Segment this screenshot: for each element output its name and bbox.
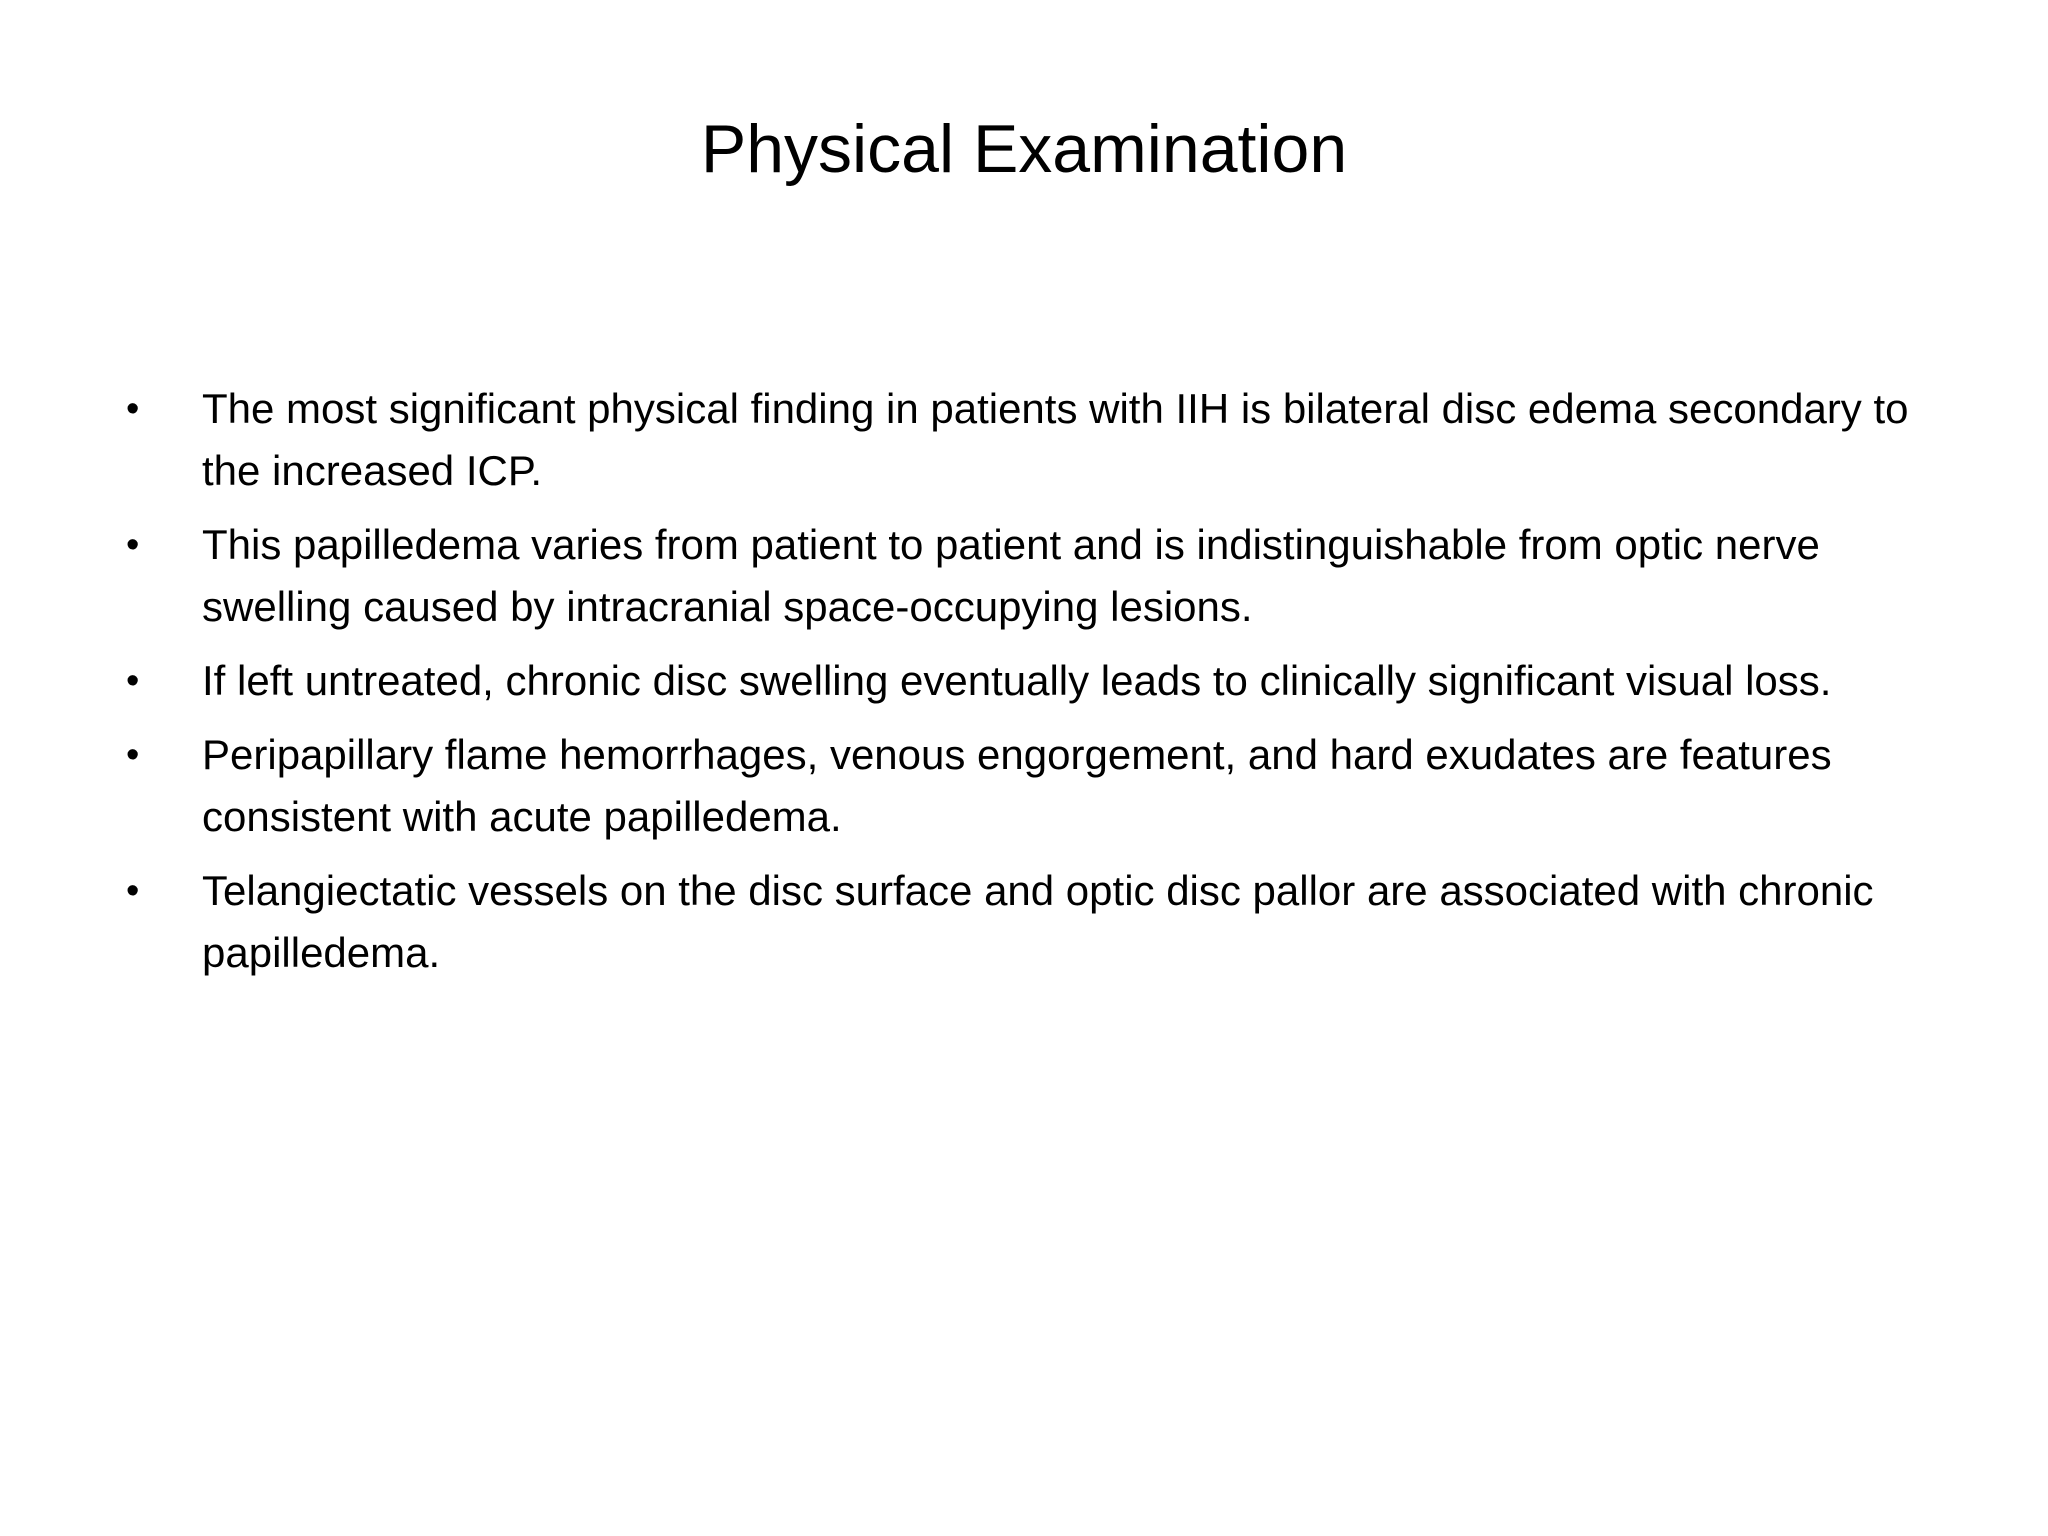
- bullet-item: [122, 724, 1952, 848]
- bullet-text: The most significant physical finding in patients with IIH is bilateral disc edema secondary to the increased ICP.: [202, 385, 1909, 494]
- bullet-list: [122, 378, 1952, 996]
- bullet-icon: •: [126, 734, 140, 776]
- bullet-text: Telangiectatic vessels on the disc surface and optic disc pallor are associated with chronic papilledema.: [202, 867, 1874, 976]
- bullet-icon: •: [126, 870, 140, 912]
- bullet-text: This papilledema varies from patient to patient and is indistinguishable from optic nerve swelling caused by intracranial space-occupying lesions.: [202, 521, 1820, 630]
- bullet-icon: •: [126, 524, 140, 566]
- bullet-item: [122, 650, 1952, 712]
- bullet-text: Peripapillary flame hemorrhages, venous engorgement, and hard exudates are features consistent with acute papilledema.: [202, 731, 1832, 840]
- bullet-item: [122, 514, 1952, 638]
- bullet-icon: •: [126, 388, 140, 430]
- bullet-item: [122, 378, 1952, 502]
- bullet-text: If left untreated, chronic disc swelling eventually leads to clinically significant visual loss.: [202, 657, 1832, 704]
- bullet-item: [122, 860, 1952, 984]
- slide-title: Physical Examination: [700, 111, 1348, 187]
- bullet-icon: •: [126, 660, 140, 702]
